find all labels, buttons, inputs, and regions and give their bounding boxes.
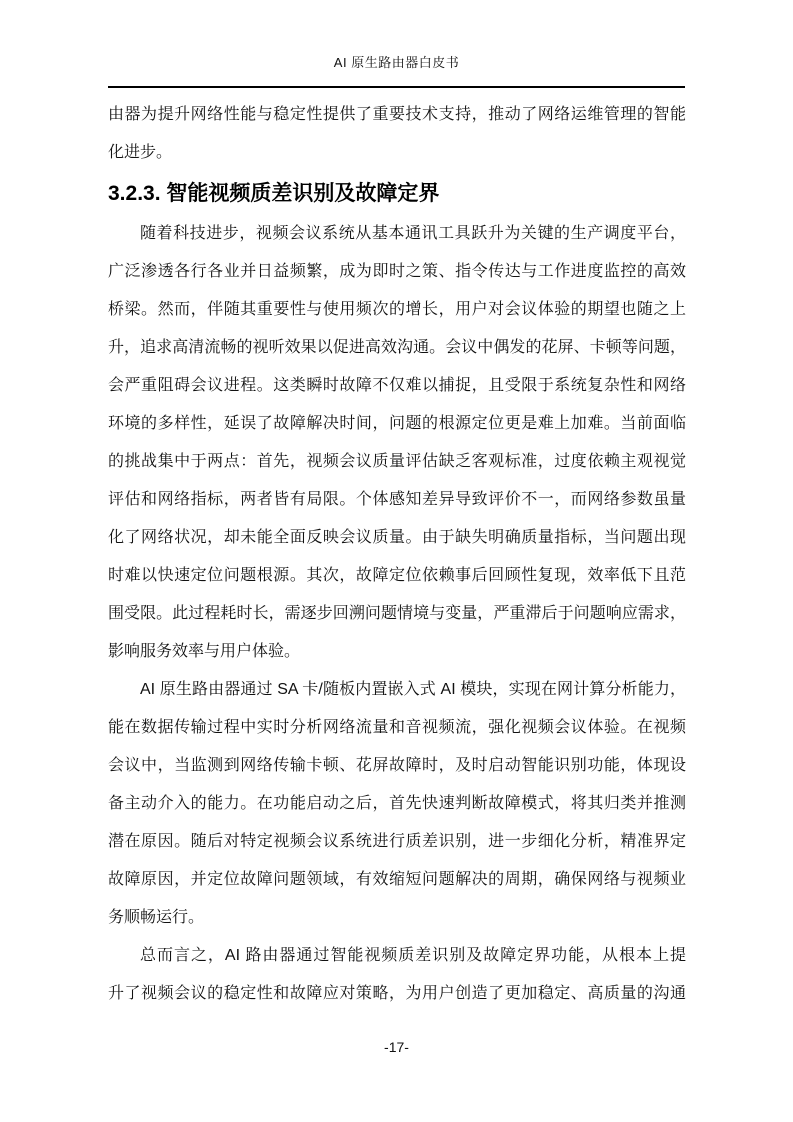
paragraph-summary <box>108 937 686 1013</box>
text-line: 故障原因，并定位故障问题领域，有效缩短问题解决的周期，确保网络与视频业 <box>108 871 686 888</box>
text-line: 化了网络状况，却未能全面反映会议质量。由于缺失明确质量指标，当问题出现 <box>108 529 686 546</box>
text-line: 随着科技进步，视频会议系统从基本通讯工具跃升为关键的生产调度平台， <box>140 225 686 242</box>
text-line: 影响服务效率与用户体验。 <box>108 643 301 660</box>
text-line: 潜在原因。随后对特定视频会议系统进行质差识别，进一步细化分析，精准界定 <box>108 833 686 850</box>
paragraph-ai-router-capability <box>108 671 686 937</box>
text-line: 升了视频会议的稳定性和故障应对策略，为用户创造了更加稳定、高质量的沟通 <box>108 985 686 1002</box>
text-line: 时难以快速定位问题根源。其次，故障定位依赖事后回顾性复现，效率低下且范 <box>108 567 686 584</box>
text-line: 化进步。 <box>108 144 173 161</box>
page-header <box>0 0 793 88</box>
text-line: 会严重阻碍会议进程。这类瞬时故障不仅难以捕捉，且受限于系统复杂性和网络 <box>108 377 686 394</box>
page-number: -17- <box>384 1039 409 1055</box>
text-line: 广泛渗透各行各业并日益频繁，成为即时之策、指令传达与工作进度监控的高效 <box>108 263 686 280</box>
text-line: 的挑战集中于两点：首先，视频会议质量评估缺乏客观标准，过度依赖主观视觉 <box>108 453 686 470</box>
text-line: 会议中，当监测到网络传输卡顿、花屏故障时，及时启动智能识别功能，体现设 <box>108 757 686 774</box>
text-line: 由器为提升网络性能与稳定性提供了重要技术支持，推动了网络运维管理的智能 <box>108 106 686 123</box>
text-line: AI 原生路由器通过 SA 卡/随板内置嵌入式 AI 模块，实现在网计算分析能力， <box>140 681 686 698</box>
paragraph-challenges <box>108 215 686 671</box>
text-line: 务顺畅运行。 <box>108 909 205 926</box>
text-line: 围受限。此过程耗时长，需逐步回溯问题情境与变量，严重滞后于问题响应需求， <box>108 605 686 622</box>
page-footer <box>0 1039 793 1055</box>
header-rule <box>108 86 685 88</box>
text-line: 桥梁。然而，伴随其重要性与使用频次的增长，用户对会议体验的期望也随之上 <box>108 301 686 318</box>
paragraph-continuation <box>108 96 686 172</box>
text-line: 升，追求高清流畅的视听效果以促进高效沟通。会议中偶发的花屏、卡顿等问题， <box>108 339 686 356</box>
text-line: 总而言之，AI 路由器通过智能视频质差识别及故障定界功能，从根本上提 <box>140 947 686 964</box>
text-line: 备主动介入的能力。在功能启动之后，首先快速判断故障模式，将其归类并推测 <box>108 795 686 812</box>
page-content <box>108 96 686 1013</box>
text-line: 评估和网络指标，两者皆有局限。个体感知差异导致评价不一，而网络参数虽量 <box>108 491 686 508</box>
text-line: 能在数据传输过程中实时分析网络流量和音视频流，强化视频会议体验。在视频 <box>108 719 686 736</box>
section-heading: 3.2.3. 智能视频质差识别及故障定界 <box>108 182 440 205</box>
text-line: 环境的多样性，延误了故障解决时间，问题的根源定位更是难上加难。当前面临 <box>108 415 686 432</box>
header-title: AI 原生路由器白皮书 <box>333 55 460 70</box>
